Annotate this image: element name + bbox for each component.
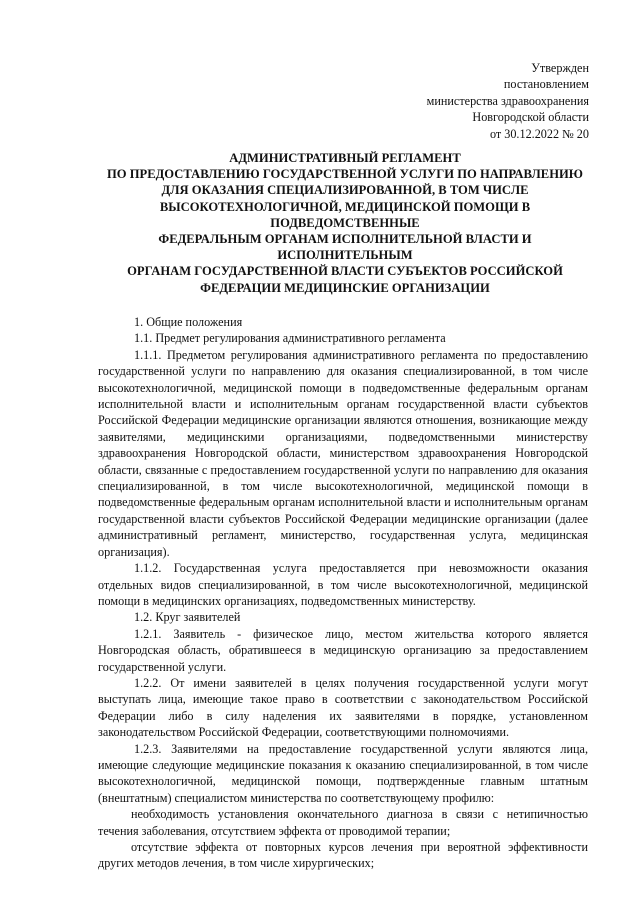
title-line: ВЫСОКОТЕХНОЛОГИЧНОЙ, МЕДИЦИНСКОЙ ПОМОЩИ В <box>159 199 531 214</box>
title-line: ПО ПРЕДОСТАВЛЕНИЮ ГОСУДАРСТВЕННОЙ УСЛУГИ ПО НАПРАВЛЕНИЮ <box>107 167 583 182</box>
title-line: ОРГАНАМ ГОСУДАРСТВЕННОЙ ВЛАСТИ СУБЪЕКТОВ РОССИЙСКОЙ <box>127 264 563 279</box>
title-line: ФЕДЕРАЛЬНЫМ ОРГАНАМ ИСПОЛНИТЕЛЬНОЙ ВЛАСТИ И <box>158 232 532 247</box>
list-item: необходимость установления окончательного диагноза в связи с нетипичностью течения заболевания, отсутствием эффекта от проводимой терапии; <box>98 807 588 838</box>
paragraph: 1.1.2. Государственная услуга предоставляется при невозможности оказания отдельных видов специализированной, в том числе высокотехнологичной, медицинской помощи в медицинских организациях, подведомственных министерству. <box>98 561 588 608</box>
approval-line: от 30.12.2022 № 20 <box>489 126 589 141</box>
approval-stamp <box>427 60 589 142</box>
paragraph: 1.2.1. Заявитель - физическое лицо, местом жительства которого является Новгородская область, обратившееся в медицинскую организацию за предоставлением государственной услуги. <box>98 626 588 674</box>
list-item: отсутствие эффекта от повторных курсов лечения при вероятной эффективности других методов лечения, в том числе хирургических; <box>98 840 588 871</box>
document-title <box>105 150 585 296</box>
approval-line: Новгородской области <box>472 110 589 125</box>
title-line: ДЛЯ ОКАЗАНИЯ СПЕЦИАЛИЗИРОВАННОЙ, В ТОМ ЧИСЛЕ <box>161 183 529 198</box>
title-line: ИСПОЛНИТЕЛЬНЫМ <box>277 248 413 263</box>
approval-line: постановлением <box>503 77 589 92</box>
paragraph: 1.1.1. Предметом регулирования административного регламента по предоставлению государственной услуги по направлению для оказания специализированной, в том числе высокотехнологичной, медицинской помощи в подведомственные федеральным органам исполнительной власти и исполнительным органам государственной власти субъектов Российской Федерации медицинские организации являются отношения, возникающие между заявителями, медицинскими организациями, подведомственными министерству здравоохранения Новгородской области, министерством здравоохранения Новгородской области, связанные с предоставлением государственной услуги по направлению для оказания специализированной, в том числе высокотехнологичной, медицинской помощи в подведомственные федеральным органам исполнительной власти и исполнительным органам государственной власти субъектов Российской Федерации медицинские организации (далее административный регламент, министерство, государственная услуга, медицинская организация). <box>98 347 588 559</box>
section-heading: 1. Общие положения <box>134 315 243 329</box>
title-line: ФЕДЕРАЦИИ МЕДИЦИНСКИЕ ОРГАНИЗАЦИИ <box>200 280 490 295</box>
paragraph: 1.2.2. От имени заявителей в целях получения государственной услуги могут выступать лица, имеющие такое право в соответствии с законодательством Российской Федерации либо в силу наделения их заявителями в порядке, установленном законодательством Российской Федерации, соответствующими полномочиями. <box>98 675 588 740</box>
approval-line: министерства здравоохранения <box>426 93 589 108</box>
document-body <box>98 314 588 872</box>
subsection-heading: 1.1. Предмет регулирования административного регламента <box>134 331 446 346</box>
paragraph: 1.2.3. Заявителями на предоставление государственной услуги являются лица, имеющие следующие медицинские показания к оказанию специализированной, в том числе высокотехнологичной, медицинской помощи, подтвержденные главным штатным (внештатным) специалистом министерства по соответствующему профилю: <box>98 741 588 805</box>
subsection-heading: 1.2. Круг заявителей <box>134 610 241 625</box>
title-line: АДМИНИСТРАТИВНЫЙ РЕГЛАМЕНТ <box>229 151 461 165</box>
approval-line: Утвержден <box>531 61 589 75</box>
title-line: ПОДВЕДОМСТВЕННЫЕ <box>270 215 420 230</box>
